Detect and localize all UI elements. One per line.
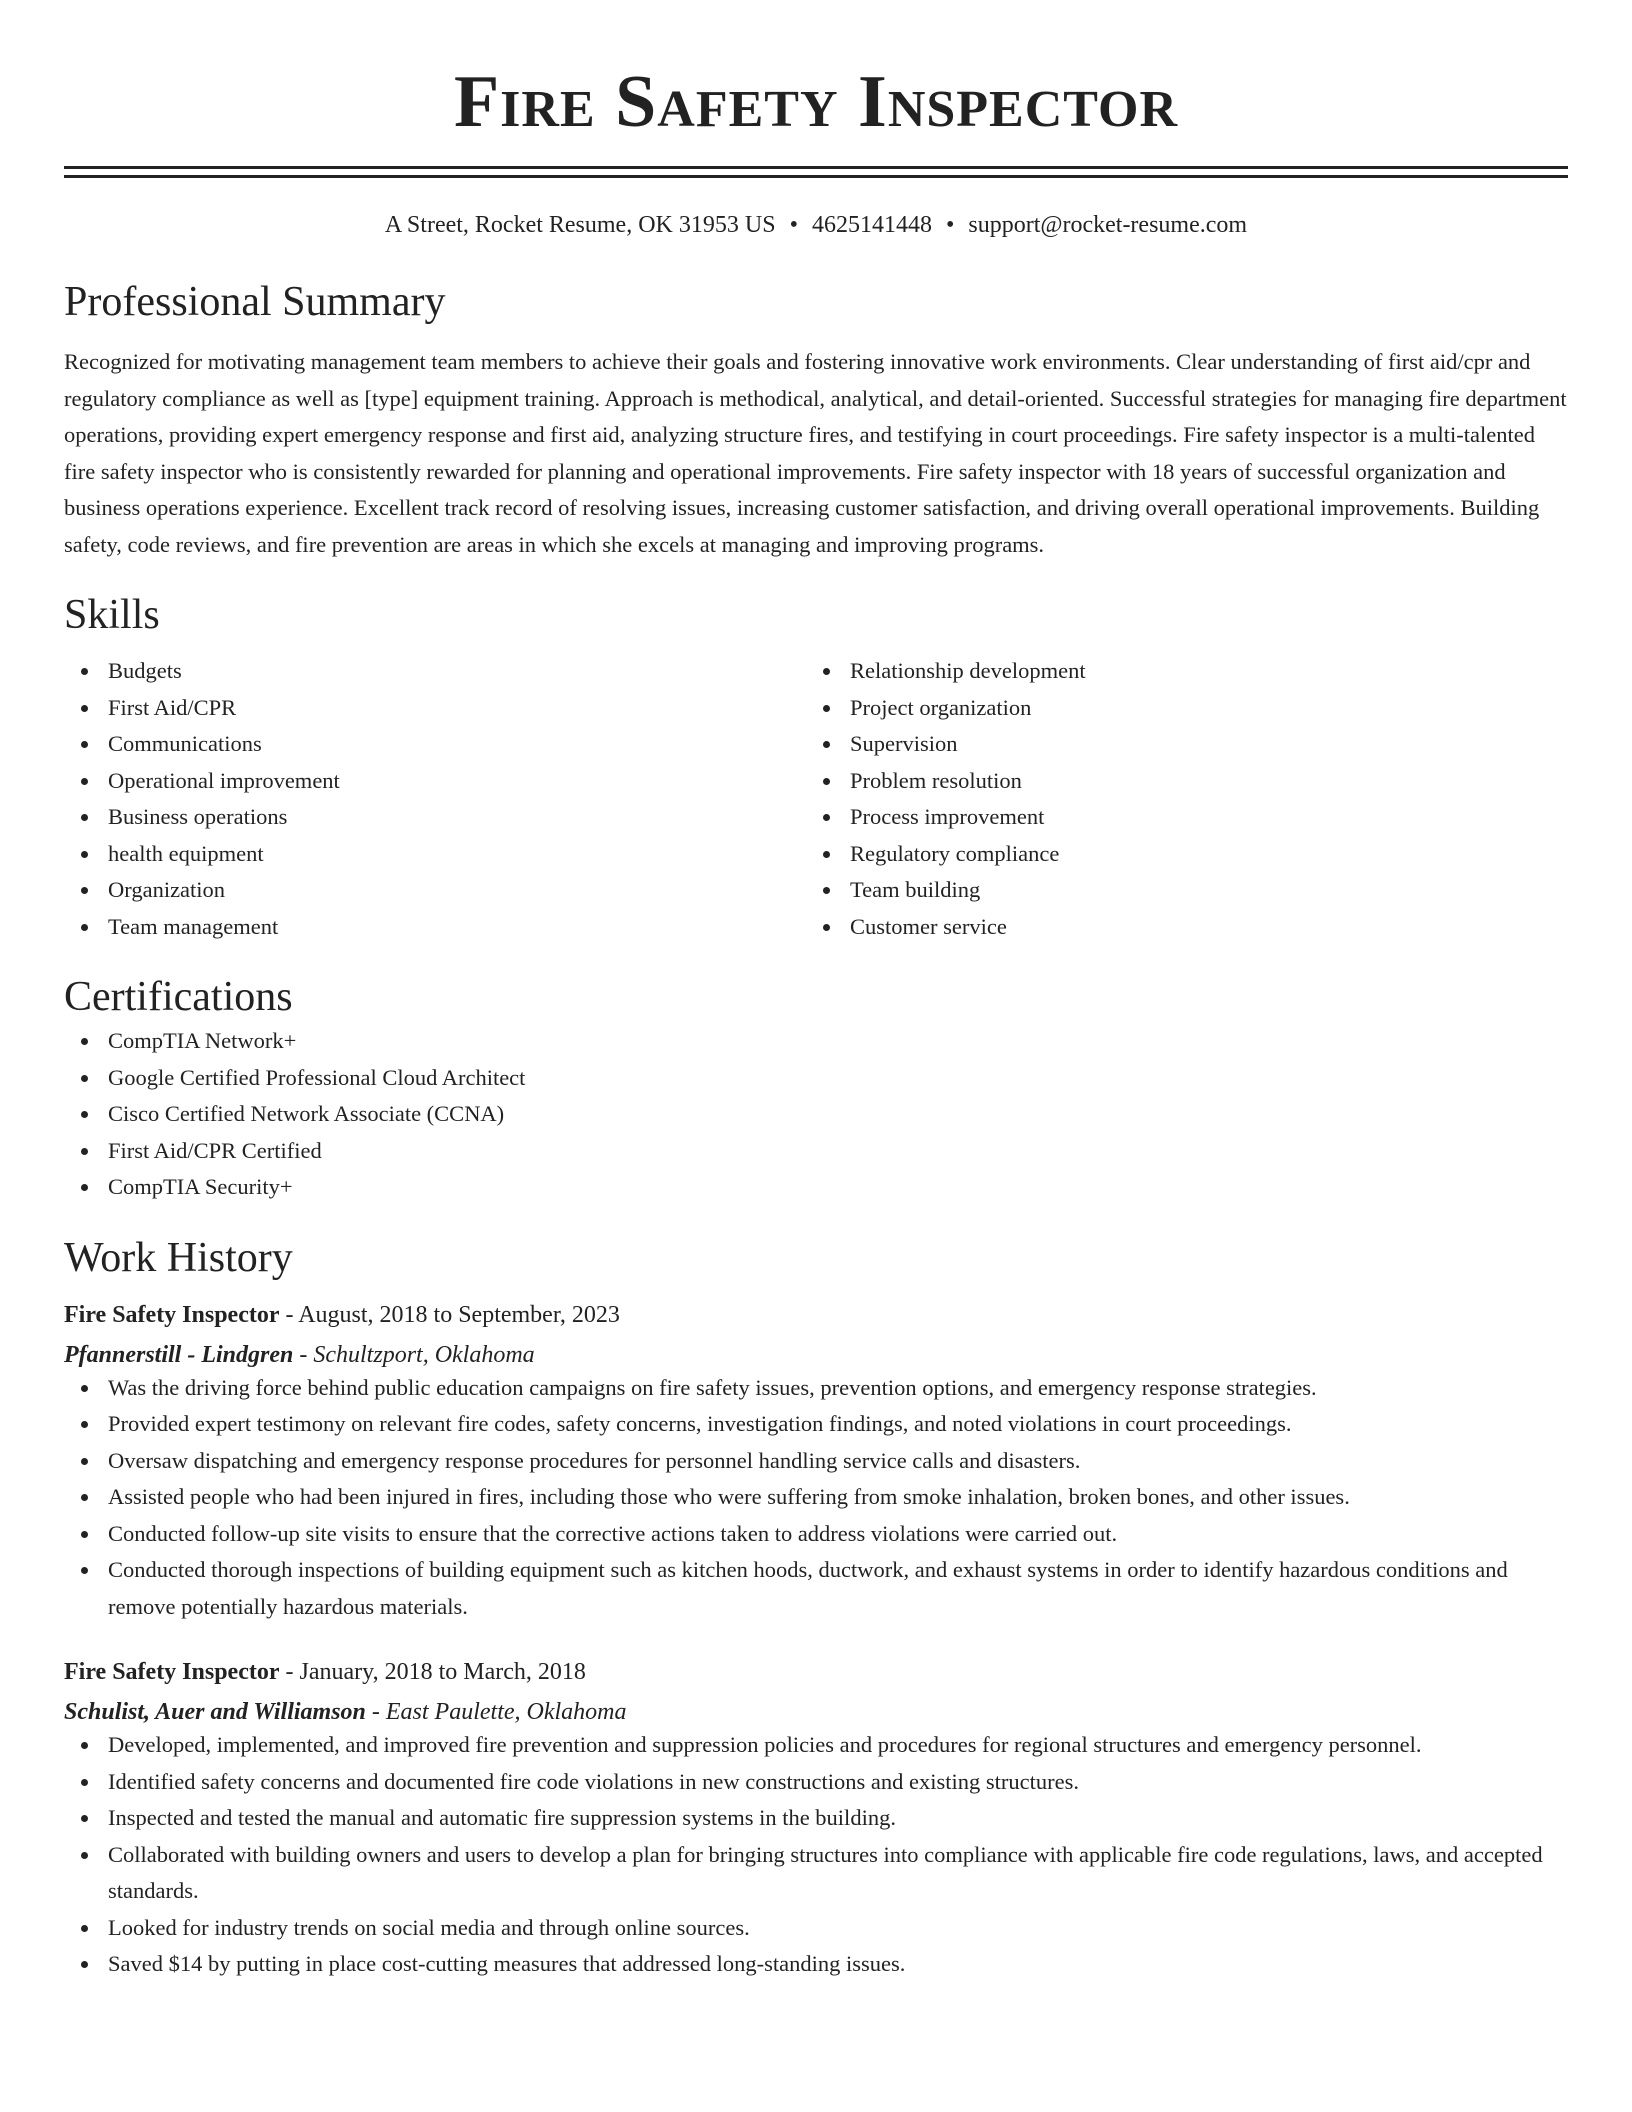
skill-item: Relationship development [806, 653, 1548, 690]
job-bullet: Identified safety concerns and documented fire code violations in new constructions and existing structures. [64, 1764, 1568, 1801]
job-bullet: Provided expert testimony on relevant fire codes, safety concerns, investigation findings, and noted violations in court proceedings. [64, 1406, 1568, 1443]
skills-column-left [64, 653, 806, 945]
contact-phone: 4625141448 [811, 212, 932, 238]
skills-heading: Skills [64, 592, 160, 638]
job-dates: August, 2018 to September, 2023 [298, 1301, 620, 1328]
job-location: East Paulette, Oklahoma [385, 1699, 627, 1725]
job-title: Fire Safety Inspector [64, 1301, 280, 1328]
job-title: Fire Safety Inspector [64, 1659, 280, 1685]
summary-heading: Professional Summary [64, 279, 446, 325]
job-entry [64, 1657, 1568, 1983]
job-bullet: Assisted people who had been injured in fires, including those who were suffering from smoke inhalation, broken bones, and other issues. [64, 1479, 1568, 1516]
job-bullet: Was the driving force behind public education campaigns on fire safety issues, prevention options, and emergency response strategies. [64, 1370, 1568, 1407]
skill-item: Business operations [64, 799, 806, 836]
contact-separator: • [945, 212, 955, 238]
job-dash: - [365, 1699, 386, 1725]
skill-item: Supervision [806, 726, 1548, 763]
contact-email[interactable]: support@rocket-resume.com [968, 212, 1248, 238]
skill-item: Organization [64, 872, 806, 909]
certification-item: CompTIA Network+ [64, 1023, 1568, 1060]
job-employer [64, 1340, 1568, 1370]
summary-text: Recognized for motivating management team members to achieve their goals and fostering innovative work environments. Clear understanding of first aid/cpr and regulatory compliance as well as [type] equipment training. Approach is methodical, analytical, and detail-oriented. Successful strategies for managing fire department operations, providing expert emergency response and first aid, analyzing structure fires, and testifying in court proceedings. Fire safety inspector is a multi-talented fire safety inspector who is consistently rewarded for planning and operational improvements. Fire safety inspector with 18 years of successful organization and business operations experience. Excellent track record of resolving issues, increasing customer satisfaction, and driving overall operational improvements. Building safety, code reviews, and fire prevention are areas in which she excels at managing and improving programs. [64, 349, 1567, 557]
skill-item: Budgets [64, 653, 806, 690]
contact-address: A Street, Rocket Resume, OK 31953 US [384, 212, 776, 238]
skill-item: health equipment [64, 836, 806, 873]
header-divider [64, 166, 1568, 178]
job-bullet: Looked for industry trends on social media and through online sources. [64, 1910, 1568, 1947]
job-bullets [64, 1370, 1568, 1626]
job-dates: January, 2018 to March, 2018 [299, 1659, 586, 1685]
certifications-heading: Certifications [64, 974, 293, 1020]
job-dash: - [279, 1659, 300, 1685]
skill-item: Operational improvement [64, 763, 806, 800]
work-history-heading: Work History [64, 1234, 293, 1281]
job-bullet: Oversaw dispatching and emergency response procedures for personnel handling service calls and disasters. [64, 1443, 1568, 1480]
skill-item: Regulatory compliance [806, 836, 1548, 873]
certification-item: CompTIA Security+ [64, 1169, 1568, 1206]
job-entry [64, 1300, 1568, 1626]
job-company: Pfannerstill - Lindgren [64, 1341, 294, 1368]
job-header [64, 1300, 1568, 1330]
job-dash: - [279, 1301, 299, 1328]
job-bullet: Conducted thorough inspections of building equipment such as kitchen hoods, ductwork, and exhaust systems in order to identify hazardous conditions and remove potentially hazardous materials. [64, 1552, 1568, 1625]
skills-columns [64, 653, 1568, 945]
job-dash: - [293, 1341, 314, 1368]
skill-item: Problem resolution [806, 763, 1548, 800]
skills-list-right [806, 653, 1548, 945]
skill-item: Team management [64, 909, 806, 946]
job-header [64, 1657, 1568, 1687]
job-bullet: Saved $14 by putting in place cost-cutting measures that addressed long-standing issues. [64, 1946, 1568, 1983]
certification-item: Cisco Certified Network Associate (CCNA) [64, 1096, 1568, 1133]
certification-item: First Aid/CPR Certified [64, 1133, 1568, 1170]
job-bullet: Collaborated with building owners and users to develop a plan for bringing structures into compliance with applicable fire code regulations, laws, and accepted standards. [64, 1837, 1568, 1910]
job-bullet: Conducted follow-up site visits to ensure that the corrective actions taken to address violations were carried out. [64, 1516, 1568, 1553]
skill-item: Customer service [806, 909, 1548, 946]
job-location: Schultzport, Oklahoma [313, 1341, 535, 1368]
job-bullet: Developed, implemented, and improved fire prevention and suppression policies and procedures for regional structures and emergency personnel. [64, 1727, 1568, 1764]
skill-item: Project organization [806, 690, 1548, 727]
skill-item: First Aid/CPR [64, 690, 806, 727]
job-company: Schulist, Auer and Williamson [64, 1699, 366, 1725]
certifications-list [64, 1023, 1568, 1206]
contact-separator: • [789, 212, 798, 238]
skills-list-left [64, 653, 806, 945]
job-bullets [64, 1727, 1568, 1983]
resume-name: Fire Safety Inspector [453, 61, 1179, 143]
job-employer [64, 1697, 1568, 1727]
resume-page [64, 0, 1568, 1983]
skill-item: Team building [806, 872, 1548, 909]
job-bullet: Inspected and tested the manual and automatic fire suppression systems in the building. [64, 1800, 1568, 1837]
skill-item: Communications [64, 726, 806, 763]
skill-item: Process improvement [806, 799, 1548, 836]
skills-column-right [806, 653, 1548, 945]
contact-line [64, 210, 1568, 240]
certification-item: Google Certified Professional Cloud Architect [64, 1060, 1568, 1097]
